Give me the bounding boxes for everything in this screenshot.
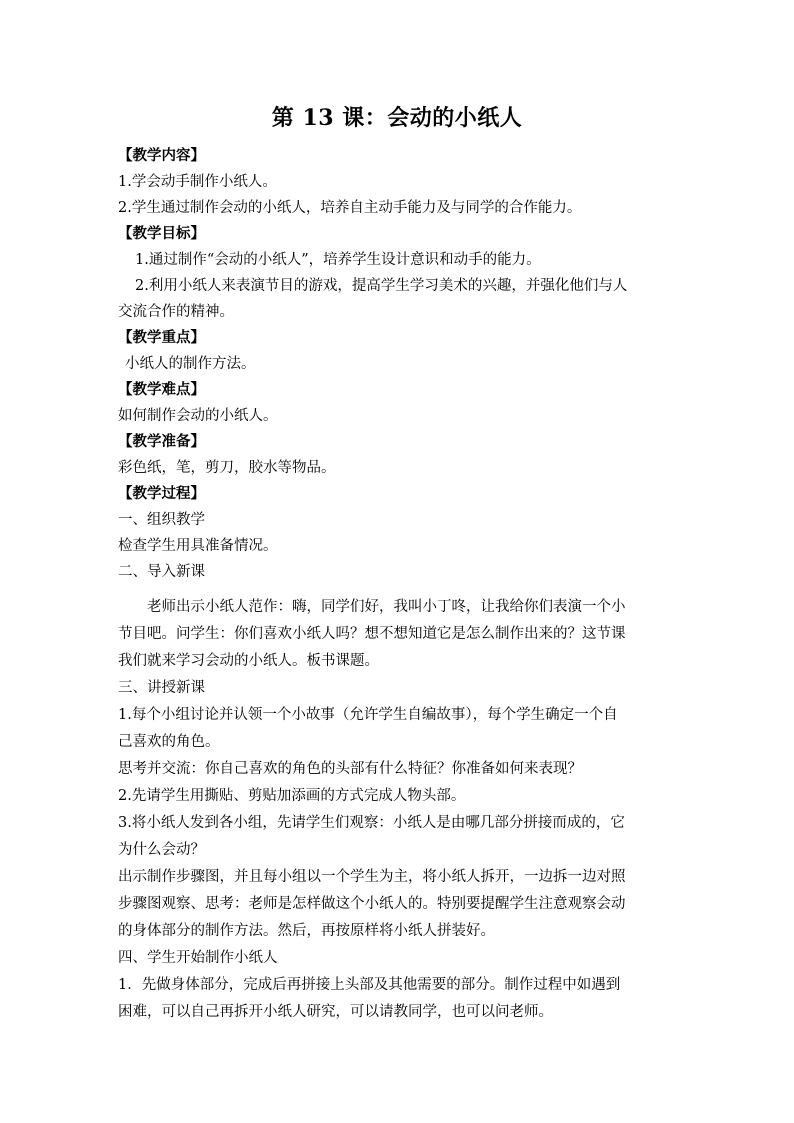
paragraph-line: 一、组织教学 — [118, 512, 205, 528]
lesson-title: 第 13 课：会动的小纸人 — [271, 105, 523, 131]
section-heading-content: 【教学内容】 — [118, 147, 205, 164]
paragraph-line: 二、导入新课 — [118, 564, 205, 580]
section-heading-preparation: 【教学准备】 — [118, 433, 205, 450]
section-heading-key-points: 【教学重点】 — [118, 329, 205, 346]
paragraph-line: 我们就来学习会动的小纸人。板书课题。 — [118, 653, 379, 669]
paragraph-line: 2.先请学生用撕贴、剪贴加添画的方式完成人物头部。 — [118, 788, 466, 804]
paragraph-line: 检查学生用具准备情况。 — [118, 538, 278, 554]
paragraph-line: 1．先做身体部分，完成后再拼接上头部及其他需要的部分。制作过程中如遇到 — [118, 977, 621, 993]
paragraph-line: 的身体部分的制作方法。然后，再按原样将小纸人拼装好。 — [118, 923, 495, 939]
paragraph-line: 2.学生通过制作会动的小纸人，培养自主动手能力及与同学的合作能力。 — [118, 200, 582, 216]
paragraph-line: 2.利用小纸人来表演节目的游戏，提高学生学习美术的兴趣，并强化他们与人 — [135, 278, 628, 294]
section-heading-process: 【教学过程】 — [118, 485, 205, 502]
paragraph-line: 己喜欢的角色。 — [118, 734, 220, 750]
paragraph-line: 1.通过制作“会动的小纸人”，培养学生设计意识和动手的能力。 — [135, 252, 541, 268]
paragraph-line: 交流合作的精神。 — [118, 304, 234, 320]
paragraph-line: 小纸人的制作方法。 — [125, 356, 256, 372]
paragraph-line: 彩色纸，笔，剪刀，胶水等物品。 — [118, 460, 336, 476]
paragraph-line: 思考并交流：你自己喜欢的角色的头部有什么特征？你准备如何来表现？ — [118, 761, 582, 777]
paragraph-line: 困难，可以自己再拆开小纸人研究，可以请教同学，也可以问老师。 — [118, 1004, 553, 1020]
section-heading-difficulties: 【教学难点】 — [118, 381, 205, 398]
paragraph-line: 3.将小纸人发到各小组，先请学生们观察：小纸人是由哪几部分拼接而成的，它 — [118, 815, 625, 831]
paragraph-line: 节目吧。问学生：你们喜欢小纸人吗？想不想知道它是怎么制作出来的？这节课 — [118, 626, 626, 642]
paragraph-line: 步骤图观察、思考：老师是怎样做这个小纸人的。特别要提醒学生注意观察会动 — [118, 896, 626, 912]
paragraph-line: 四、学生开始制作小纸人 — [118, 950, 278, 966]
paragraph-line: 为什么会动？ — [118, 842, 205, 858]
section-heading-goals: 【教学目标】 — [118, 225, 205, 242]
paragraph-line: 如何制作会动的小纸人。 — [118, 408, 278, 424]
paragraph-line: 1.每个小组讨论并认领一个小故事（允许学生自编故事），每个学生确定一个自 — [118, 707, 618, 723]
paragraph-line: 老师出示小纸人范作：嗨，同学们好，我叫小丁咚，让我给你们表演一个小 — [147, 599, 626, 615]
paragraph-line: 出示制作步骤图，并且每小组以一个学生为主，将小纸人拆开，一边拆一边对照 — [118, 869, 626, 885]
paragraph-line: 1.学会动手制作小纸人。 — [118, 174, 277, 190]
paragraph-line: 三、讲授新课 — [118, 680, 205, 696]
